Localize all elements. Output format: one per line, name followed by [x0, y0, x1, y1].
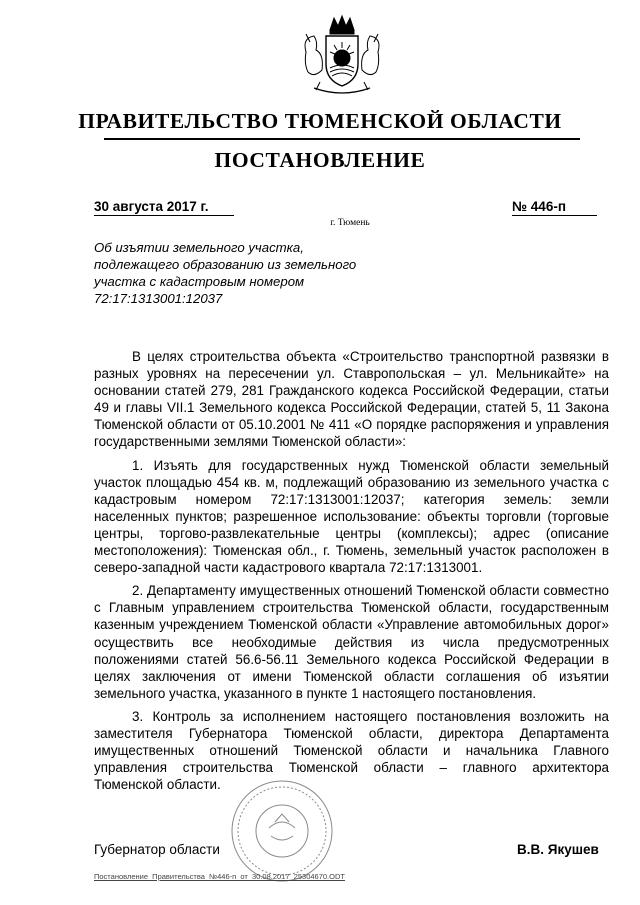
signer-name: В.В. Якушев	[517, 842, 599, 857]
preamble-paragraph: В целях строительства объекта «Строительство транспортной развязки в разных уровнях на пересечении ул. Ставропольская – ул. Мельникайте» на основании статей 279, 281 Гражданского кодекса Российской Федерации, статьи 49 и главы VII.1 Земельного кодекса Российской Федерации, статей 5, 11 Закона Тюменской области от 05.10.2001 № 411 «О порядке распоряжения и управления государственными землями Тюменской области»:	[94, 349, 609, 450]
title-divider	[104, 138, 580, 140]
government-title: ПРАВИТЕЛЬСТВО ТЮМЕНСКОЙ ОБЛАСТИ	[78, 109, 562, 133]
document-city: г. Тюмень	[330, 218, 370, 228]
clause-3: 3. Контроль за исполнением настоящего постановления возложить на заместителя Губернатора Тюменской области, директора Департамента имущественных отношений Тюменской области и начальника Главного управления строительства Тюменской области – главного архитектора Тюменской области.	[94, 708, 609, 793]
clause-1: 1. Изъять для государственных нужд Тюменской области земельный участок площадью 454 кв. м, подлежащий образованию из земельного участка с кадастровым номером 72:17:1313001:12037; категория земель: земли населенных пунктов; разрешенное использование: объекты торговли (торговые центры, торгово-развлекательные центры (комплексы); адрес (описание местоположения): Тюменская обл., г. Тюмень, земельный участок расположен в северо-западной части кадастрового квартала 72:17:1313001.	[94, 457, 609, 576]
coat-of-arms-icon	[296, 12, 388, 100]
document-date: 30 августа 2017 г.	[94, 199, 234, 216]
signer-title: Губернатор области	[94, 842, 220, 857]
document-body	[94, 348, 609, 799]
document-subject: Об изъятии земельного участка, подлежащего образованию из земельного участка с кадастровым номером 72:17:1313001:12037	[94, 240, 357, 306]
round-seal-icon	[229, 778, 335, 884]
document-type: ПОСТАНОВЛЕНИЕ	[214, 148, 426, 172]
clause-2: 2. Департаменту имущественных отношений Тюменской области совместно с Главным управлением строительства Тюменской области, государственным казенным учреждением Тюменской области «Управление автомобильных дорог» осуществить все необходимые действия из числа предусмотренных положениями статей 56.6-56.11 Земельного кодекса Российской Федерации в целях заключения от имени Тюменской области соглашения об изъятии земельного участка, указанного в пункте 1 настоящего постановления.	[94, 583, 609, 701]
footer-filename: Постановление_Правительства_№446-п_от_30.08.2017_25304670.ODT	[94, 872, 345, 881]
document-number: № 446-п	[512, 199, 597, 216]
